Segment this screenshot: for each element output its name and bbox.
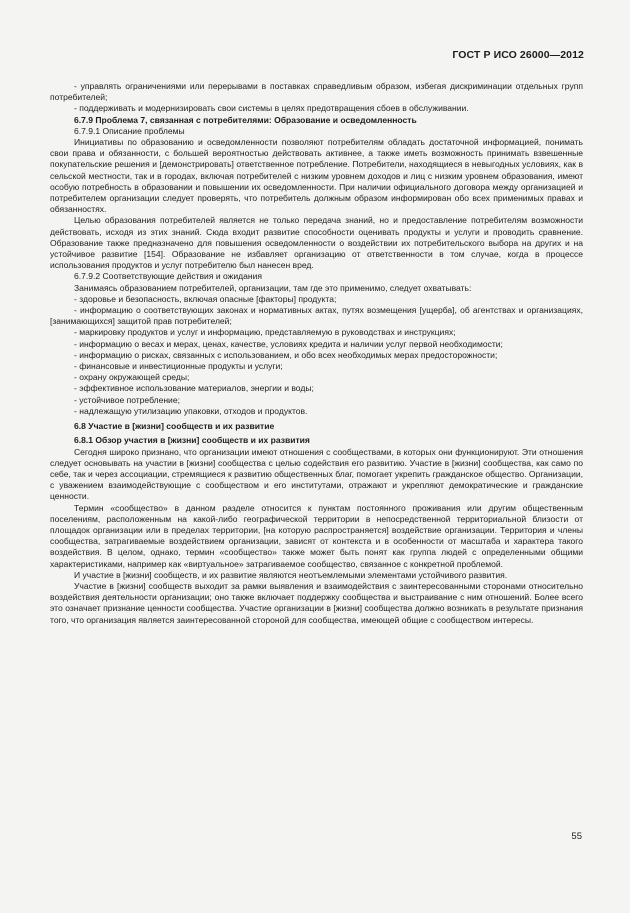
list-item: - информацию о соответствующих законах и нормативных актах, путях возмещения [ущерба], об агентствах и организациях, [занимающихся] защитой прав потребителей; [50, 305, 583, 327]
list-item: - поддерживать и модернизировать свои системы в целях предотвращения сбоев в обслуживании. [74, 103, 469, 114]
standard-header: ГОСТ Р ИСО 26000—2012 [452, 49, 584, 61]
list-item: - здоровье и безопасность, включая опасные [факторы] продукта; [74, 293, 337, 304]
paragraph: Термин «сообщество» в данном разделе относится к пунктам постоянного проживания или другим общественным поселениям, расположенным на какой-либо географической территории в непосредственной территориальной близости от площадок организации или в пределах территории, [на которую распространяется] воздействие организации. Территория и члены сообщества, затрагиваемые воздействием организации, зависят от контекста и в особенности от масштаба и характера такого воздействия. В целом, однако, термин «сообщество» также может быть понят как группа людей с определенными общими характеристиками, например как «виртуальное» затрагиваемое сообщество, связанное с конкретной проблемой. [50, 502, 583, 569]
list-item: - эффективное использование материалов, энергии и воды; [74, 383, 314, 394]
subsection-heading: 6.7.9.2 Соответствующие действия и ожидания [74, 271, 262, 282]
section-heading: 6.8.1 Обзор участия в [жизни] сообществ и их развития [74, 435, 310, 446]
list-item: - финансовые и инвестиционные продукты и услуги; [74, 361, 283, 372]
paragraph: Инициативы по образованию и осведомленности позволяют потребителям обладать достаточной информацией, понимать свои права и обязанности, с большей вероятностью действовать активнее, а также иметь возможность принимать взвешенные покупательские решения и [демонстрировать] ответственное потребление. Потребители, находящиеся в невыгодных условиях, как в сельской местности, так и в городах, включая потребителей с низким уровнем доходов и лиц с низким уровнем образования, имеют особую потребность в образовании и повышении их осведомленности. При наличии официального договора между организацией и потребителем организации следует проверять, что потребитель должным образом информирован обо всех применимых правах и обязанностях. [50, 137, 583, 215]
page-number: 55 [571, 831, 582, 842]
paragraph: Занимаясь образованием потребителей, организации, там где это применимо, следует охватывать: [74, 282, 472, 293]
list-item: - управлять ограничениями или перерывами в поставках справедливым образом, избегая дискриминации отдельных групп потребителей; [50, 81, 583, 103]
paragraph: Сегодня широко признано, что организации имеют отношения с сообществами, в которых они функционируют. Эти отношения следует основывать на участии в [жизни] сообщества с целью содействия его развитию. Участие в [жизни] сообщества, как само по себе, так и через ассоциации, стремящиеся к развитию общественных благ, помогает укрепить гражданское общество. Организации, с уважением взаимодействующие с сообществом и его институтами, отражают и укрепляют демократические и гражданские ценности. [50, 446, 583, 502]
body-text [50, 81, 583, 626]
section-heading: 6.7.9 Проблема 7, связанная с потребителями: Образование и осведомленность [74, 114, 417, 125]
subsection-heading: 6.7.9.1 Описание проблемы [74, 125, 185, 136]
list-item: - охрану окружающей среды; [74, 372, 190, 383]
list-item: - надлежащую утилизацию упаковки, отходов и продуктов. [74, 405, 308, 416]
list-item: - информацию о весах и мерах, ценах, качестве, условиях кредита и наличии услуг первой необходимости; [74, 338, 503, 349]
paragraph: Участие в [жизни] сообществ выходит за рамки выявления и взаимодействия с заинтересованными сторонами относительно воздействия деятельности организации; оно также включает поддержку сообщества и выстраивание с ним отношений. Более всего это означает признание ценности сообщества. Участие организации в [жизни] сообщества должно возникать в результате признания того, что организация является заинтересованной стороной для сообщества, имеющей общие с сообществом интересы. [50, 580, 583, 625]
paragraph: Целью образования потребителей является не только передача знаний, но и предоставление потребителям возможности действовать, исходя из этих знаний. Сюда входит развитие способности оценивать продукты и услуги и проводить сравнение. Образование также предназначено для повышения осведомленности о воздействии их потребительского выбора на других и на устойчивое развитие [154]. Образование не избавляет организацию от ответственности в том случае, когда в процессе использования продуктов и услуг потребителю был нанесен вред. [50, 215, 583, 271]
section-heading: 6.8 Участие в [жизни] сообществ и их развитие [74, 421, 275, 432]
list-item: - маркировку продуктов и услуг и информацию, представляемую в руководствах и инструкциях; [74, 327, 456, 338]
paragraph: И участие в [жизни] сообществ, и их развитие являются неотъемлемыми элементами устойчивого развития. [74, 569, 508, 580]
list-item: - информацию о рисках, связанных с использованием, и обо всех необходимых мерах предосторожности; [74, 349, 498, 360]
list-item: - устойчивое потребление; [74, 394, 180, 405]
